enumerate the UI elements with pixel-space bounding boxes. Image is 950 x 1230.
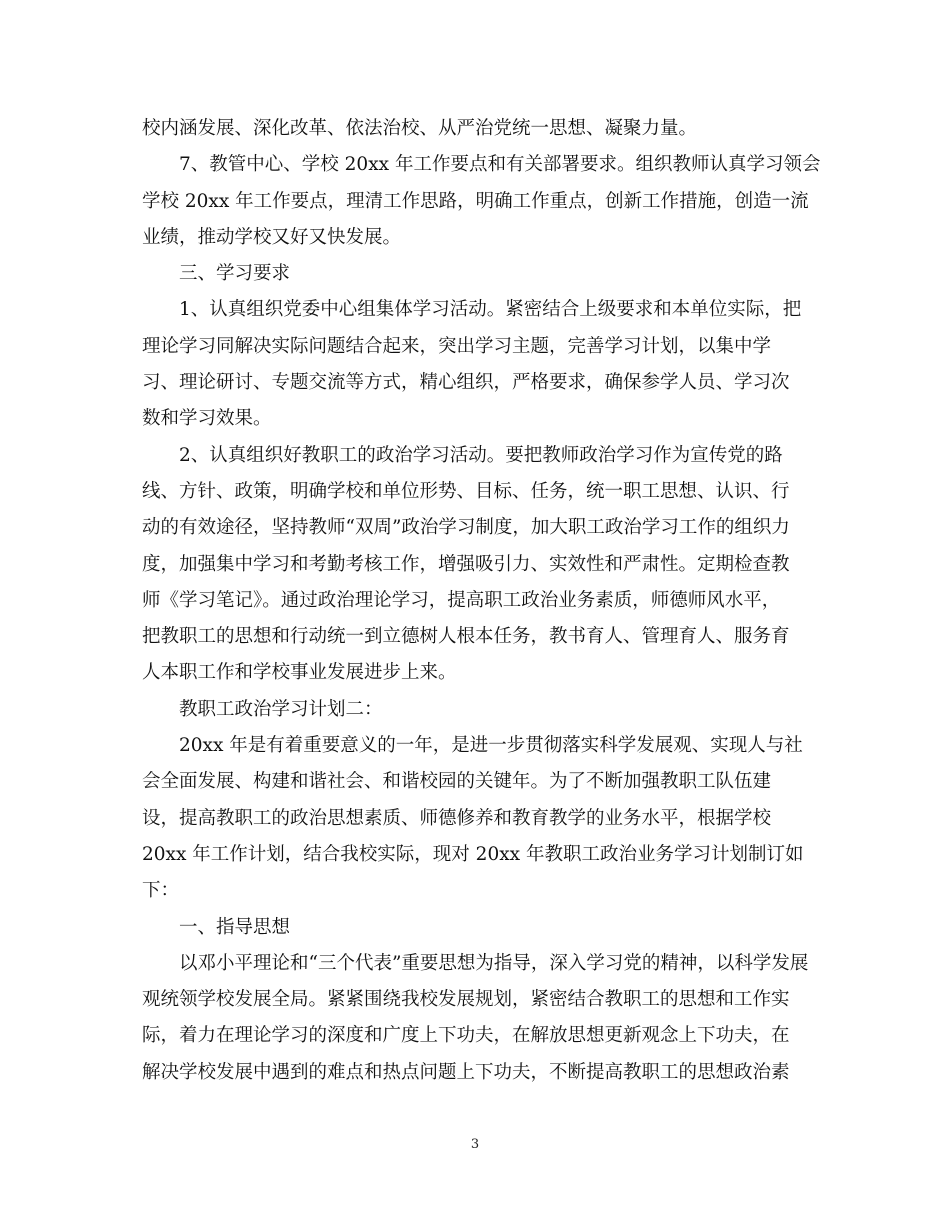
page-number: 3 — [470, 1137, 480, 1152]
text-line: 线、方针、政策，明确学校和单位形势、目标、任务，统一职工思想、认识、行 — [142, 480, 790, 502]
text-line: 解决学校发展中遇到的难点和热点问题上下功夫，不断提高教职工的思想政治素 — [142, 1061, 790, 1083]
text-line: 习、理论研讨、专题交流等方式，精心组织，严格要求，确保参学人员、学习次 — [142, 372, 790, 394]
text-line: 度，加强集中学习和考勤考核工作，增强吸引力、实效性和严肃性。定期检查教 — [142, 553, 790, 575]
text-line: 7、教管中心、学校 20xx 年工作要点和有关部署要求。组织教师认真学习领会 — [179, 154, 821, 176]
text-line: 教职工政治学习计划二： — [179, 698, 383, 720]
text-line: 2、认真组织好教职工的政治学习活动。要把教师政治学习作为宣传党的路 — [179, 444, 783, 466]
text-line: 人本职工作和学校事业发展进步上来。 — [142, 662, 457, 684]
document-body — [142, 111, 821, 1091]
text-line: 把教职工的思想和行动统一到立德树人根本任务，教书育人、管理育人、服务育 — [142, 626, 790, 648]
text-line: 学校 20xx 年工作要点，理清工作思路，明确工作重点，创新工作措施，创造一流 — [142, 190, 809, 212]
text-line: 20xx 年是有着重要意义的一年，是进一步贯彻落实科学发展观、实现人与社 — [179, 735, 803, 757]
text-line: 校内涵发展、深化改革、依法治校、从严治党统一思想、凝聚力量。 — [142, 118, 698, 139]
text-line: 设，提高教职工的政治思想素质、师德修养和教育教学的业务水平，根据学校 — [142, 807, 772, 829]
text-line: 1、认真组织党委中心组集体学习活动。紧密结合上级要求和本单位实际，把 — [179, 299, 802, 321]
text-line: 动的有效途径，坚持教师“双周”政治学习制度，加大职工政治学习工作的组织力 — [142, 517, 790, 539]
text-line: 会全面发展、构建和谐社会、和谐校园的关键年。为了不断加强教职工队伍建 — [142, 771, 772, 793]
text-line: 观统领学校发展全局。紧紧围绕我校发展规划，紧密结合教职工的思想和工作实 — [142, 989, 790, 1011]
text-line: 一、指导思想 — [179, 916, 291, 938]
text-line: 下： — [142, 880, 180, 902]
text-line: 以邓小平理论和“三个代表”重要思想为指导，深入学习党的精神，以科学发展 — [179, 952, 809, 974]
text-line: 际，着力在理论学习的深度和广度上下功夫，在解放思想更新观念上下功夫，在 — [142, 1025, 790, 1047]
text-line: 数和学习效果。 — [142, 408, 272, 430]
text-line: 20xx 年工作计划，结合我校实际，现对 20xx 年教职工政治业务学习计划制订如 — [142, 843, 804, 865]
text-line: 三、学习要求 — [179, 263, 291, 285]
text-line: 理论学习同解决实际问题结合起来，突出学习主题，完善学习计划，以集中学 — [142, 335, 772, 357]
text-line: 师《学习笔记》。通过政治理论学习，提高职工政治业务素质，师德师风水平， — [142, 589, 781, 611]
text-line: 业绩，推动学校又好又快发展。 — [142, 226, 402, 248]
